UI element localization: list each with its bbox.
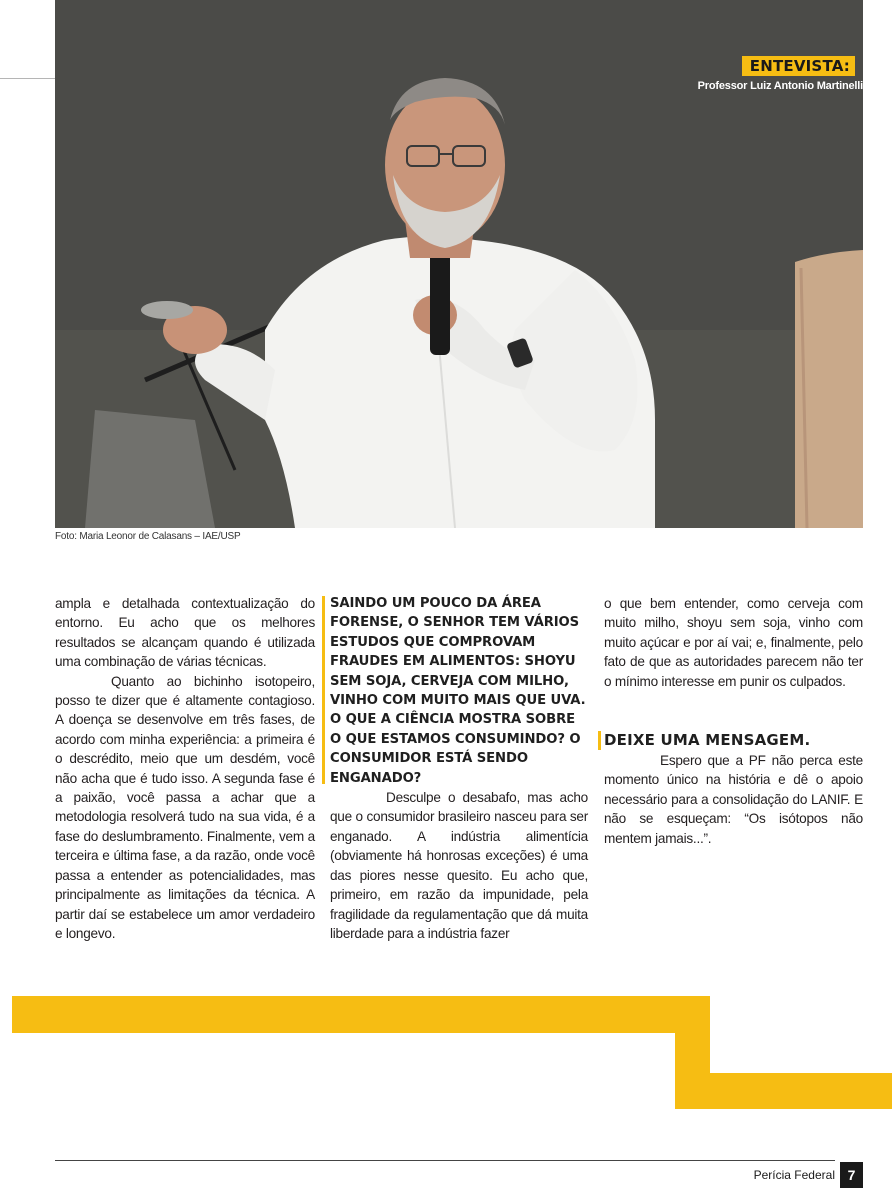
paragraph: Espero que a PF não perca este momento único na história e dê o apoio necessário para a consolidação do LANIF. E não se esqueçam: “Os isótopos não mentem jamais...”. — [604, 753, 863, 846]
decorative-yellow-band — [675, 1033, 710, 1109]
top-left-rule — [0, 78, 55, 79]
heading-accent-bar — [598, 731, 601, 750]
photo-caption: Foto: Maria Leonor de Calasans – IAE/USP — [55, 531, 241, 542]
publication-name: Perícia Federal — [753, 1168, 835, 1182]
text-column-3 — [604, 594, 863, 848]
section-heading: DEIXE UMA MENSAGEM. — [604, 731, 811, 750]
paragraph: Desculpe o desabafo, mas acho que o consumidor brasileiro nasceu para ser enganado. A indústria alimentícia (obviamente há honrosas exceções) é uma das piores nesse quesito. Eu acho que, primeiro, em razão da impunidade, pela fragilidade da regulamentação que dá muita liberdade para a indústria fazer — [330, 790, 588, 941]
section-label: ENTEVISTA: — [749, 57, 850, 75]
interview-photo — [55, 0, 863, 528]
page-number: 7 — [840, 1162, 863, 1188]
decorative-yellow-band — [710, 1073, 892, 1109]
question-block — [330, 594, 588, 788]
text-column-2 — [330, 594, 588, 943]
footer-rule — [55, 1160, 835, 1161]
section-label-box — [742, 56, 855, 76]
paragraph: ampla e detalhada contextualização do entorno. Eu acho que os melhores resultados se alcançam quando é utilizada uma combinação de várias técnicas. — [55, 596, 315, 670]
paragraph: o que bem entender, como cerveja com muito milho, shoyu sem soja, vinho com muito açúcar e por aí vai; e, finalmente, pelo fato de que as autoridades parecem não ter o mínimo interesse em punir os culpados. — [604, 596, 863, 689]
text-column-1 — [55, 594, 315, 943]
interviewee-name: Professor Luiz Antonio Martinelli — [697, 80, 863, 92]
interview-question: SAINDO UM POUCO DA ÁREA FORENSE, O SENHOR TEM VÁRIOS ESTUDOS QUE COMPROVAM FRAUDES EM ALIMENTOS: SHOYU SEM SOJA, CERVEJA COM MILHO, VINHO COM MUITO MAIS QUE UVA. O QUE A CIÊNCIA MOSTRA SOBRE O QUE ESTAMOS CONSUMINDO? O CONSUMIDOR ESTÁ SENDO ENGANADO? — [330, 596, 586, 786]
message-heading-block — [604, 731, 863, 750]
question-accent-bar — [322, 596, 325, 784]
paragraph: Quanto ao bichinho isotopeiro, posso te dizer que é altamente contagioso. A doença se desenvolve em três fases, de acordo com minha experiência: a primeira é o descrédito, meio que um desdém, você não acha que é tudo isso. A segunda fase é a paixão, você passa a achar que a metodologia resolverá tudo na sua vida, é a fase do deslumbramento. Finalmente, vem a terceira e última fase, a da razão, onde você passa a entender as potencialidades, mas principalmente as limitações da técnica. A partir daí se estabelece um amor verdadeiro e longevo. — [55, 673, 315, 941]
decorative-yellow-band — [12, 996, 710, 1033]
